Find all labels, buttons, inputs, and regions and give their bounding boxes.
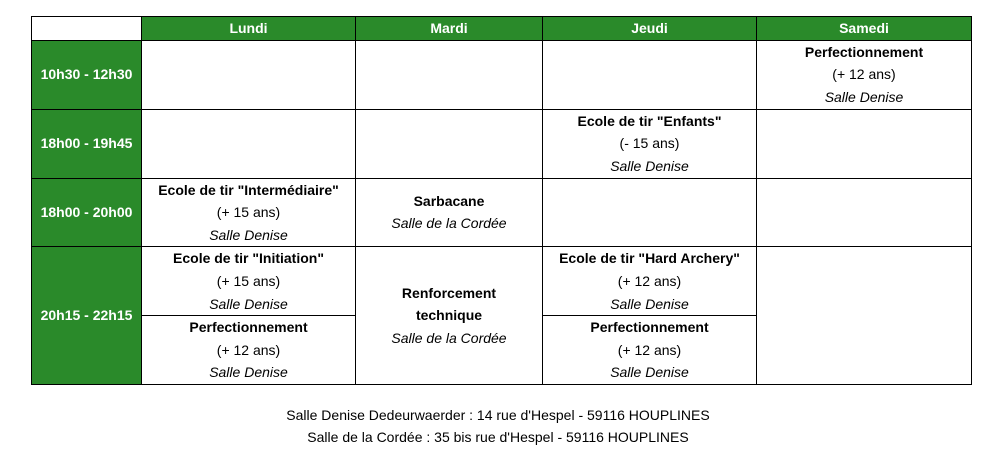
empty-cell	[356, 109, 543, 178]
course-title: Ecole de tir "Hard Archery"	[559, 250, 740, 267]
course-title: Renforcement	[401, 284, 497, 301]
course-age: (+ 12 ans)	[617, 341, 682, 358]
course-room: Salle Denise	[209, 295, 288, 312]
course-cell	[142, 178, 356, 247]
course-age: (+ 12 ans)	[832, 66, 896, 83]
empty-cell	[543, 40, 757, 109]
course-title: Perfectionnement	[804, 43, 924, 60]
course-room: Salle Denise	[610, 364, 689, 381]
course-room: Salle de la Cordée	[391, 329, 507, 346]
course-cell	[142, 247, 356, 316]
table-row	[32, 40, 972, 109]
empty-cell	[543, 178, 757, 247]
course-cell	[757, 40, 972, 109]
time-slot-1800: 18h00 - 19h45	[32, 109, 142, 178]
footer-address-line-2: Salle de la Cordée : 35 bis rue d'Hespel - 59116 HOUPLINES	[307, 429, 689, 445]
time-slot-1800b: 18h00 - 20h00	[32, 178, 142, 247]
course-title: Perfectionnement	[590, 319, 709, 336]
schedule-table	[31, 16, 972, 385]
course-cell	[142, 316, 356, 385]
time-slot-1030: 10h30 - 12h30	[32, 40, 142, 109]
day-header-jeudi: Jeudi	[543, 17, 757, 41]
day-header-mardi: Mardi	[356, 17, 543, 41]
course-title: Ecole de tir "Initiation"	[173, 250, 324, 267]
course-room: Salle Denise	[209, 226, 288, 243]
course-room: Salle Denise	[610, 295, 689, 312]
course-cell	[356, 247, 543, 385]
footer-address-line-1: Salle Denise Dedeurwaerder : 14 rue d'Hespel - 59116 HOUPLINES	[286, 407, 710, 423]
empty-cell	[142, 40, 356, 109]
course-title: Ecole de tir "Intermédiaire"	[158, 181, 339, 198]
course-title: Sarbacane	[413, 192, 485, 209]
empty-cell	[142, 109, 356, 178]
course-room: Salle de la Cordée	[391, 215, 507, 232]
course-room: Salle Denise	[824, 88, 904, 105]
table-row	[32, 109, 972, 178]
course-cell	[356, 178, 543, 247]
course-room: Salle Denise	[610, 157, 689, 174]
table-row	[32, 247, 972, 316]
header-row	[32, 17, 972, 41]
corner-cell	[32, 17, 142, 41]
course-age: (+ 15 ans)	[216, 204, 281, 221]
empty-cell	[757, 178, 972, 247]
course-age: (- 15 ans)	[619, 135, 680, 152]
table-row	[32, 178, 972, 247]
course-title: technique	[415, 307, 483, 324]
day-header-samedi: Samedi	[757, 17, 972, 41]
course-cell	[543, 247, 757, 316]
course-title: Perfectionnement	[189, 319, 308, 336]
course-title: Ecole de tir "Enfants"	[577, 112, 722, 129]
empty-cell	[757, 247, 972, 385]
day-header-lundi: Lundi	[142, 17, 356, 41]
course-age: (+ 12 ans)	[216, 341, 281, 358]
course-cell	[543, 316, 757, 385]
course-age: (+ 12 ans)	[617, 272, 682, 289]
course-cell	[543, 109, 757, 178]
empty-cell	[356, 40, 543, 109]
empty-cell	[757, 109, 972, 178]
time-slot-2015: 20h15 - 22h15	[32, 247, 142, 385]
course-room: Salle Denise	[209, 364, 288, 381]
course-age: (+ 15 ans)	[216, 272, 281, 289]
